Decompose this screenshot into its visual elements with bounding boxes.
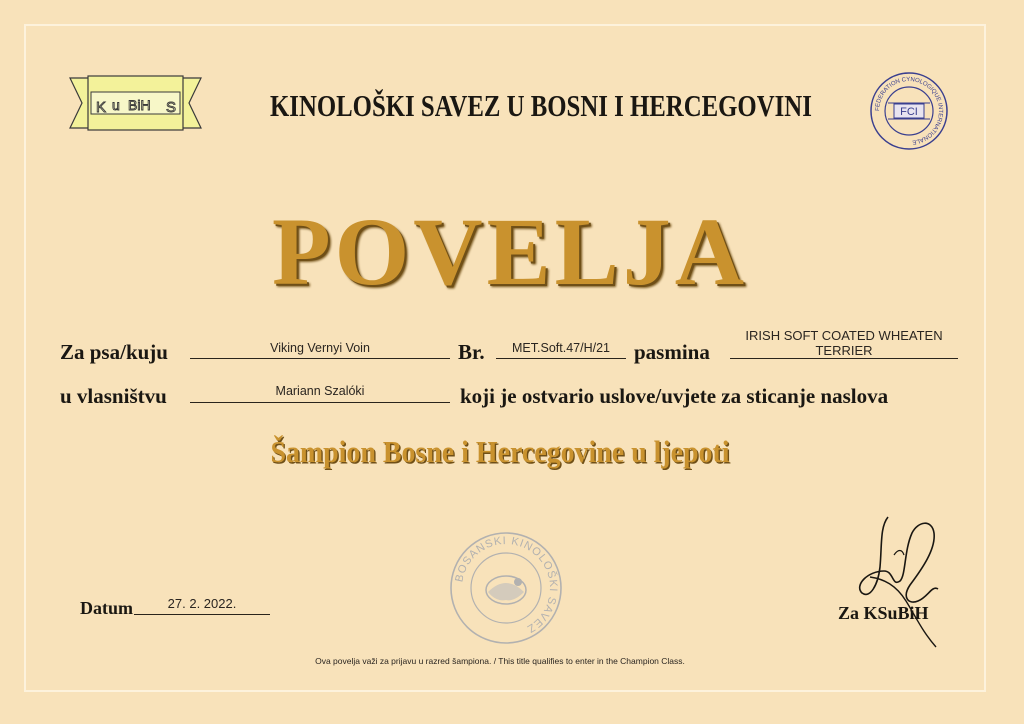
date-label: Datum (80, 598, 133, 618)
breed-label: pasmina (634, 340, 710, 364)
champion-title: Šampion Bosne i Hercegovine u ljepoti (270, 434, 730, 469)
footer-note: Ova povelja važi za prijavu u razred šampiona. / This title qualifies to enter in the Champion Class. (315, 656, 685, 666)
dog-underline (190, 358, 450, 359)
breed-underline (730, 358, 958, 359)
organization-title: KINOLOŠKI SAVEZ U BOSNI I HERCEGOVINI (270, 88, 812, 123)
logo-letter-k: K (96, 99, 107, 116)
seal-stamp (448, 530, 564, 646)
condition-text: koji je ostvario uslove/uvjete za sticanje naslova (460, 384, 889, 408)
owner-underline (190, 402, 450, 403)
fci-text: FCI (900, 106, 918, 118)
number-underline (496, 358, 626, 359)
dog-label: Za psa/kuju (60, 340, 168, 364)
signature (840, 505, 950, 655)
owner-value: Mariann Szalóki (275, 384, 365, 398)
logo-letter-s: S (166, 99, 177, 116)
signature-label: Za KSuBiH (838, 603, 929, 623)
registration-number-value: MET.Soft.47/H/21 (512, 341, 610, 355)
dog-name-value: Viking Vernyi Voin (270, 341, 370, 355)
kubihs-logo (68, 72, 203, 134)
date-value: 27. 2. 2022. (167, 596, 237, 611)
date-underline (134, 614, 270, 615)
owner-label: u vlasništvu (60, 384, 167, 408)
fci-ring-text: FEDERATION CYNOLOGIQUE INTERNATIONALE (874, 76, 944, 145)
logo-letter-u: u (112, 97, 120, 113)
number-label: Br. (458, 340, 485, 364)
breed-line-1: IRISH SOFT COATED WHEATEN (745, 328, 943, 343)
logo-letters-bih: BiH (128, 97, 151, 113)
fci-logo (868, 70, 950, 152)
breed-line-2: TERRIER (815, 343, 873, 358)
breed-value (730, 328, 958, 358)
seal-text: BOSANSKI KINOLOŠKI SAVEZ (453, 534, 560, 636)
certificate-title: POVELJA (271, 198, 749, 305)
